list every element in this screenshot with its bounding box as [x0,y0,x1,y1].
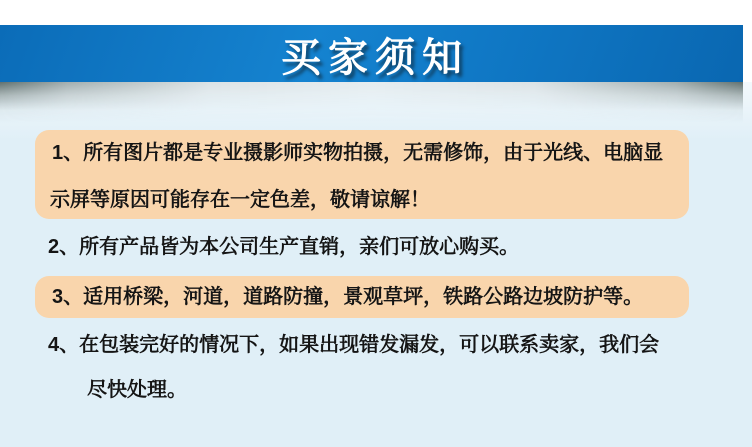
page-title: 买家须知 [281,36,469,80]
notice-item-1-line-1: 1、所有图片都是专业摄影师实物拍摄，无需修饰，由于光线、电脑显 [52,142,664,164]
notice-item-1-line-2: 示屏等原因可能存在一定色差，敬请谅解！ [50,189,430,211]
notice-item-2-line-1: 2、所有产品皆为本公司生产直销，亲们可放心购买。 [48,236,520,258]
notice-item-4-line-1: 4、在包装完好的情况下，如果出现错发漏发，可以联系卖家，我们会 [48,334,660,356]
notice-item-4-line-2: 尽快处理。 [87,379,187,401]
banner-shadow [0,82,743,124]
header-banner [0,25,743,82]
notice-item-3-line-1: 3、适用桥梁，河道，道路防撞，景观草坪，铁路公路边坡防护等。 [52,286,644,308]
